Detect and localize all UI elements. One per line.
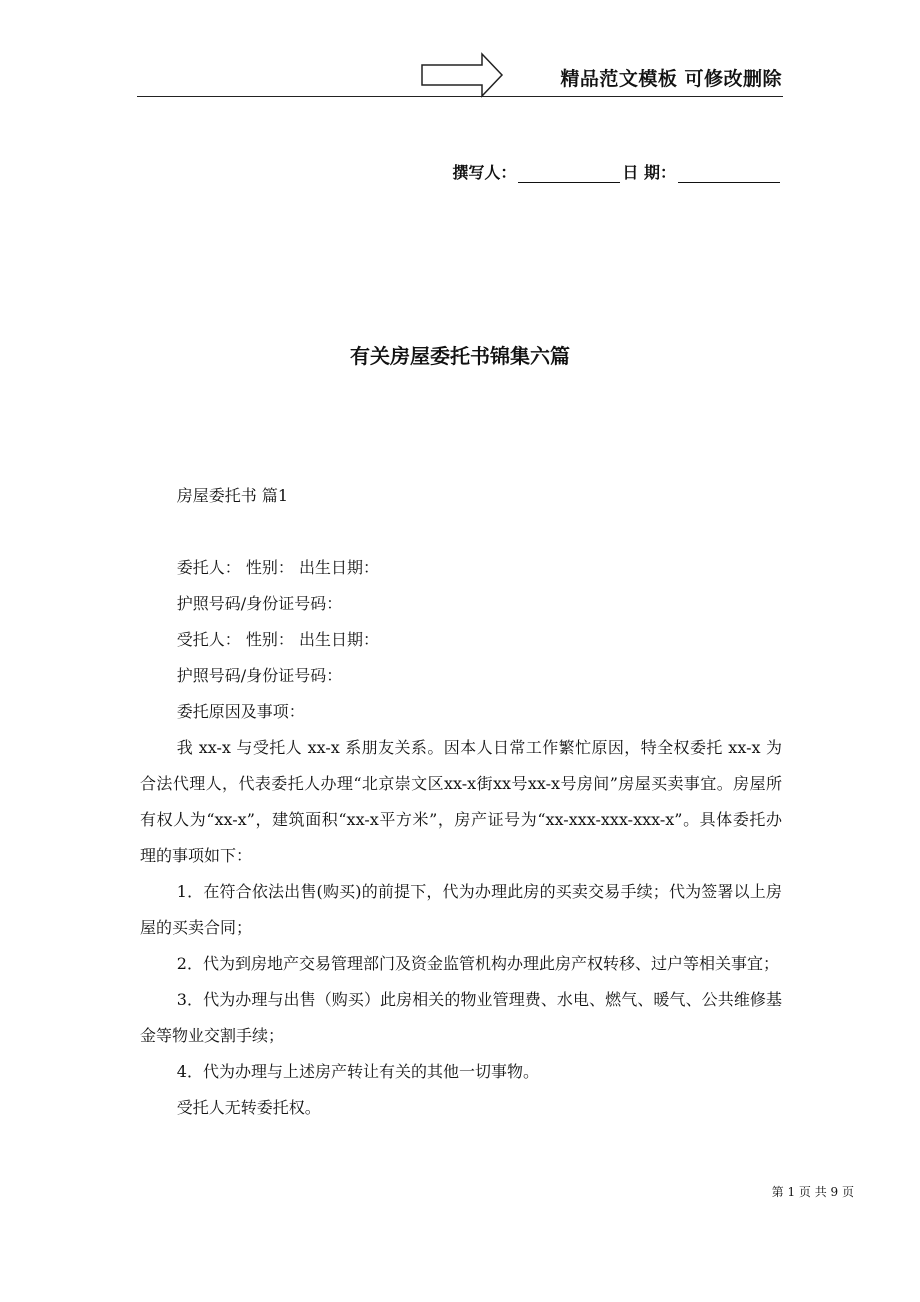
paragraph: 1．在符合依法出售(购买)的前提下，代为办理此房的买卖交易手续；代为签署以上房屋的买卖合同；	[140, 882, 782, 937]
paragraph: 我 xx-x 与受托人 xx-x 系朋友关系。因本人日常工作繁忙原因，特全权委托 xx-x 为合法代理人，代表委托人办理“北京崇文区xx-x街xx号xx-x号房间”房屋买卖事宜。房屋所有权人为“xx-x”，建筑面积“xx-x平方米”，房产证号为“xx-xxx-xxx-xxx-x”。具体委托办理的事项如下：	[140, 738, 782, 865]
paragraph: 3．代为办理与出售（购买）此房相关的物业管理费、水电、燃气、暖气、公共维修基金等物业交割手续；	[140, 990, 782, 1045]
date-blank	[678, 164, 780, 183]
header-divider	[137, 96, 783, 97]
section-heading: 房屋委托书 篇1	[176, 486, 289, 505]
paragraph: 委托原因及事项：	[176, 702, 305, 721]
author-label: 撰写人：	[452, 163, 517, 182]
author-blank	[518, 164, 620, 183]
arrow-icon	[420, 52, 504, 98]
paragraph: 委托人： 性别： 出生日期：	[176, 558, 379, 577]
paragraph: 4．代为办理与上述房产转让有关的其他一切事物。	[176, 1062, 539, 1081]
paragraph: 受托人无转委托权。	[176, 1098, 321, 1117]
author-date-line	[452, 160, 782, 183]
paragraph: 受托人： 性别： 出生日期：	[176, 630, 379, 649]
page-number: 第 1 页 共 9 页	[771, 1185, 854, 1199]
date-label: 日 期：	[622, 163, 676, 182]
paragraph: 护照号码/身份证号码：	[176, 666, 343, 685]
paragraph: 护照号码/身份证号码：	[176, 594, 343, 613]
header-template-label: 精品范文模板 可修改删除	[560, 68, 782, 90]
document-title: 有关房屋委托书锦集六篇	[350, 344, 570, 368]
paragraph: 2．代为到房地产交易管理部门及资金监管机构办理此房产权转移、过户等相关事宜；	[176, 954, 779, 973]
document-body	[140, 478, 782, 1126]
